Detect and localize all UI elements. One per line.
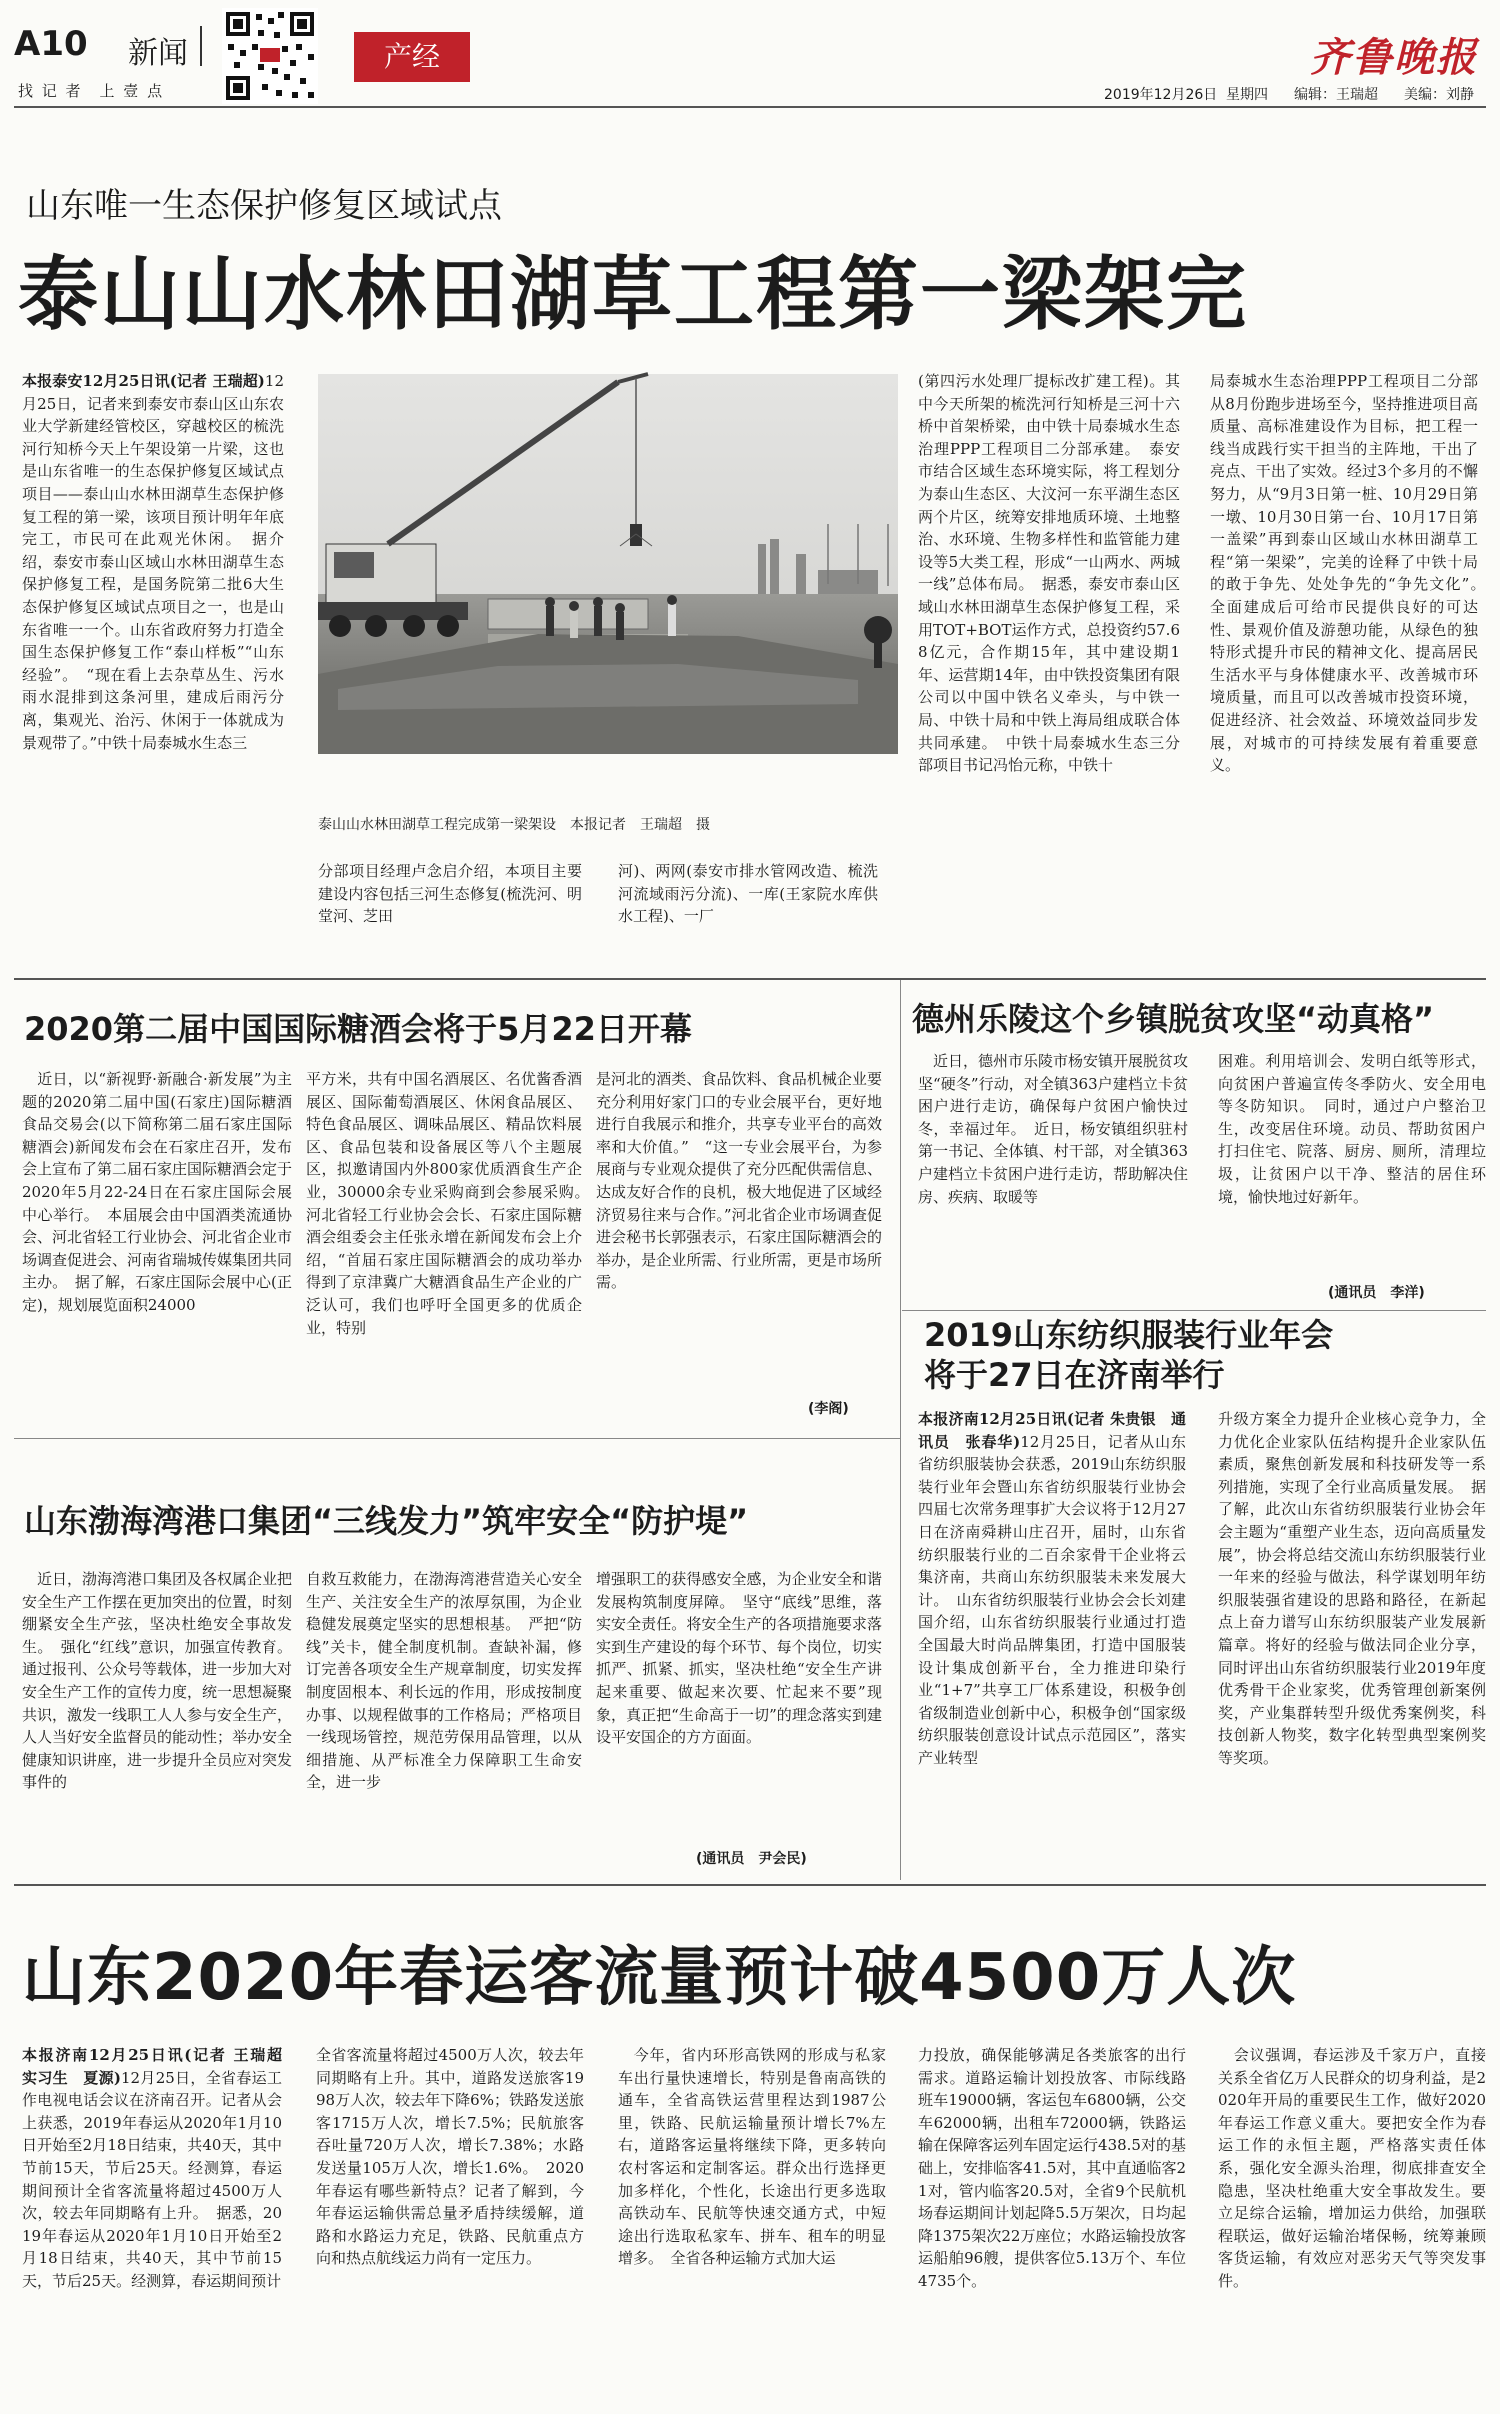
story2-column-1: 近日，以“新视野·新融合·新发展”为主题的2020第二届中国(石家庄)国际糖酒食品交易会(以下简称第二届石家庄国际糖酒会)新闻发布会在石家庄召开，发布会上宣布了第二届石家庄国际糖酒会定于2020年5月22-24日在石家庄国际会展中心举行。 本届展会由中国酒类流通协会、河北省轻工行业协会、河北省企业市场调查促进会、河南省瑞城传媒集团共同主办。 据了解，石家庄国际会展中心(正定)，规划展览面积24000	[22, 1070, 293, 1314]
story3-column-2: 困难。利用培训会、发明白纸等形式，向贫困户普遍宣传冬季防火、安全用电等冬防知识。 同时，通过户户整治卫生，改变居住环境。动员、帮助贫困户打扫住宅、院落、厨房、厕所，清理垃圾，让贫困户以干净、整洁的居住环境，愉快地过好新年。	[1218, 1052, 1486, 1206]
editor-credit: 编辑：王瑞超	[1294, 87, 1378, 103]
story6-column-4: 力投放，确保能够满足各类旅客的出行需求。道路运输计划投放客、市际线路班车19000辆，客运包车6800辆，公交车62000辆，出租车72000辆，铁路运输在保障客运列车固定运行438.5对的基础上，安排临客41.5对，其中直通临客21对，管内临客20.5对，全省9个民航机场春运期间计划起降5.5万架次，日均起降1375架次22万座位；水路运输投放客运船舶96艘，提供客位5.13万个、车位4735个。	[918, 2046, 1186, 2290]
section-tag: 产经	[354, 32, 470, 82]
story1-column-5: 局泰城水生态治理PPP工程项目二分部从8月份跑步进场至今，坚持推进项目高质量、高标准建设作为目标，把工程一线当成践行实干担当的主阵地，干出了亮点、干出了实效。经过3个多月的不懈努力，从“9月3日第一桩、10月29日第一墩、10月30日第一台、10月17日第一盖梁”再到泰山区域山水林田湖草工程“第一架梁”，完美的诠释了中铁十局的敢于争先、处处争先的“争先文化”。 全面建成后可给市民提供良好的可达性、景观价值及游憩功能，从绿色的独特形式提升市民的精神文化、提高居民生活水平与身体健康水平、改善城市环境质量，而且可以改善城市投资环境，促进经济、社会效益、环境效益同步发展，对城市的可持续发展有着重要意义。	[1210, 372, 1494, 775]
story5-column-2: 自救互救能力，在渤海湾港营造关心安全生产、关注安全生产的浓厚氛围，为企业稳健发展奠定坚实的思想根基。 严把“防线”关卡，健全制度机制。查缺补漏，修订完善各项安全生产规章制度，切实发挥制度固根本、利长远的作用，形成按制度办事、以规程做事的工作格局；严格项目一线现场管控，规范劳保用品管理，以从细措施、从严标准全力保障职工生命安全，进一步	[306, 1570, 582, 1792]
story1-photo[interactable]	[318, 374, 898, 754]
qr-code-image	[222, 8, 318, 104]
story6-column-2: 全省客流量将超过4500万人次，较去年同期略有上升。其中，道路发送旅客1998万人次，较去年下降6%；铁路发送旅客1715万人次，增长7.5%；民航旅客吞吐量720万人次，增长7.38%；水路发送量105万人次，增长1.6%。 2020年春运有哪些新特点？记者了解到，今年春运运输供需总量矛盾持续缓解，道路和水路运力充足，铁路、民航重点方向和热点航线运力尚有一定压力。	[316, 2046, 584, 2268]
story1-column-3: 河)、两网(泰安市排水管网改造、梳洗河流域雨污分流)、一库(王家院水库供水工程)、一厂	[618, 862, 878, 926]
story6-column-3: 今年，省内环形高铁网的形成与私家车出行量快速增长，特别是鲁南高铁的通车，全省高铁运营里程达到1987公里，铁路、民航运输量预计增长7%左右，道路客运量将继续下降，更多转向农村客运和定制客运。群众出行选择更加多样化，个性化，长途出行更多选取高铁动车、民航等快速交通方式，中短途出行选取私家车、拼车、租车的明显增多。 全省各种运输方式加大运	[618, 2046, 886, 2268]
header-rule	[14, 106, 1486, 108]
story1-column-1	[22, 370, 284, 970]
qr-code[interactable]	[222, 8, 318, 104]
story6-column-5: 会议强调，春运涉及千家万户，直接关系全省亿万人民群众的切身利益，是2020年开局的重要民生工作，做好2020年春运工作意义重大。要把安全作为春运工作的永恒主题，严格落实责任体系，强化安全源头治理，彻底排查安全隐患，坚决杜绝重大安全事故发生。要立足综合运输，增加运力供给，加强联程联运，做好运输治堵保畅，统筹兼顾客货运输，有效应对恶劣天气等突发事件。	[1218, 2046, 1486, 2290]
story2-column-2: 平方米，共有中国名酒展区、名优酱香酒展区、国际葡萄酒展区、休闲食品展区、特色食品展区、调味品展区、精品饮料展区、食品包装和设备展区等八个主题展区，拟邀请国内外800家优质酒食生产企业，30000余专业采购商到会参展采购。 河北省轻工行业协会会长、石家庄国际糖酒会组委会主任张永增在新闻发布会上介绍，“首届石家庄国际糖酒会的成功举办得到了京津冀广大糖酒食品生产企业的广泛认可，我们也呼吁全国更多的优质企业，特别	[306, 1070, 598, 1337]
issue-weekday: 星期四	[1226, 87, 1268, 103]
story6-lead: 本报济南12月25日讯(记者 王瑞超 实习生 夏源)	[22, 2046, 298, 2087]
story1-lead: 本报泰安12月25日讯(记者 王瑞超)	[22, 372, 265, 390]
story1-kicker: 山东唯一生态保护修复区域试点	[26, 186, 502, 226]
story4-headline-line2: 将于27日在济南举行	[924, 1356, 1225, 1394]
story1-bottom-rule	[14, 978, 1486, 980]
issue-date: 2019年12月26日	[1104, 87, 1218, 103]
story2-bottom-rule	[14, 1438, 900, 1439]
column-divider-right	[900, 980, 901, 1880]
story5-column-1: 近日，渤海湾港口集团及各权属企业把安全生产工作摆在更加突出的位置，时刻绷紧安全生产弦，坚决杜绝安全事故发生。 强化“红线”意识，加强宣传教育。通过报刊、公众号等载体，进一步加大对安全生产工作的宣传力度，统一思想凝聚共识，激发一线职工人人参与安全生产，人人当好安全监督员的能动性；举办安全健康知识讲座，进一步提升全员应对突发事件的	[22, 1570, 293, 1792]
story6-column-1	[22, 2044, 298, 2404]
story6-headline: 山东2020年春运客流量预计破4500万人次	[22, 1941, 1297, 2015]
story3-headline: 德州乐陵这个乡镇脱贫攻坚“动真格”	[912, 1000, 1435, 1038]
story1-col1-body: 12月25日，记者来到泰安市泰山区山东农业大学新建经管校区，穿越校区的梳洗河行知桥今天上午架设第一片梁，这也是山东省唯一的生态保护修复区域试点项目——泰山山水林田湖草生态保护修复工程的第一梁，该项目预计明年年底完工，市民可在此观光休闲。 据介绍，泰安市泰山区域山水林田湖草生态保护修复工程，是国务院第二批6大生态保护修复区域试点项目之一，也是山东省唯一一个。山东省政府努力打造全国生态保护修复工作“泰山样板”“山东经验”。 “现在看上去杂草丛生、污水雨水混排到这条河里，建成后雨污分离，集观光、治污、休闲于一体就成为景观带了。”中铁十局泰城水生态三	[22, 372, 284, 752]
story1-photo-caption: 泰山山水林田湖草工程完成第一梁架设 本报记者 王瑞超 摄	[318, 817, 710, 833]
story4-column-1	[918, 1408, 1186, 1878]
page-number: A10	[14, 24, 88, 64]
art-editor-credit: 美编：刘静	[1404, 87, 1474, 103]
story5-column-3: 增强职工的获得感安全感，为企业安全和谐发展构筑制度屏障。 坚守“底线”思维，落实安全责任。将安全生产的各项措施要求落实到生产建设的每个环节、每个岗位，切实抓严、抓紧、抓实，坚决杜绝“安全生产讲起来重要、做起来次要、忙起来不要”现象，真正把“生命高于一切”的理念落实到建设平安国企的方方面面。	[596, 1570, 882, 1747]
story2-credit: (李阁)	[808, 1401, 849, 1417]
story4-column-2: 升级方案全力提升企业核心竞争力，全力优化企业家队伍结构提升企业家队伍素质，聚焦创新发展和科技研发等一系列措施，实现了全行业高质量发展。 据了解，此次山东省纺织服装行业协会年会主题为“重塑产业生态，迈向高质量发展”，协会将总结交流山东纺织服装行业一年来的经验与做法，科学谋划明年纺织服装强省建设的思路和路径，在新起点上奋力谱写山东纺织服装产业发展新篇章。将好的经验与做法同企业分享，同时评出山东省纺织服装行业2019年度优秀骨干企业家奖，优秀管理创新案例奖，产业集群转型升级优秀案例奖，科技创新人物奖，数字化转型典型案例奖等奖项。	[1218, 1410, 1486, 1767]
story4-lead: 本报济南12月25日讯(记者 朱贵银 通讯员 张春华)	[918, 1410, 1186, 1451]
header-divider	[200, 26, 202, 66]
story2-column-3: 是河北的酒类、食品饮料、食品机械企业要充分利用好家门口的专业会展平台，更好地进行自我展示和推介，共享专业平台的高效率和大价值。” “这一专业会展平台，为参展商与专业观众提供了充分匹配供需信息、达成友好合作的良机，极大地促进了区域经济贸易往来与合作。”河北省企业市场调查促进会秘书长郭强表示，石家庄国际糖酒会的举办，是企业所需、行业所需，更是市场所需。	[596, 1070, 882, 1292]
story1-headline: 泰山山水林田湖草工程第一梁架完	[18, 248, 1248, 341]
newspaper-logo: 齐鲁晚报	[1310, 34, 1478, 81]
story3-credit: (通讯员 李洋)	[1328, 1285, 1425, 1301]
story4-headline-line1: 2019山东纺织服装行业年会	[924, 1316, 1334, 1354]
story1-column-4: (第四污水处理厂提标改扩建工程)。其中今天所架的梳洗河行知桥是三河十六桥中首架桥梁，由中铁十局泰城水生态治理PPP工程项目二分部承建。 泰安市结合区域生态环境实际，将工程划分为泰山生态区、大汶河一东平湖生态区两个片区，统筹安排地质环境、土地整治、水环境、生物多样性和监管能力建设等5大类工程，形成“一山两水、两城一线”总体布局。 据悉，泰安市泰山区域山水林田湖草生态保护修复工程，采用TOT+BOT运作方式，总投资约57.68亿元，合作期15年，其中建设期1年、运营期14年，由中铁投资集团有限公司以中国中铁名义牵头，与中铁一局、中铁十局和中铁上海局组成联合体共同承建。 中铁十局泰城水生态三分部项目书记冯怡元称，中铁十	[918, 372, 1180, 775]
story3-column-1: 近日，德州市乐陵市杨安镇开展脱贫攻坚“硬冬”行动，对全镇363户建档立卡贫困户进行走访，确保每户贫困户愉快过冬，幸福过年。 近日，杨安镇组织驻村第一书记、全体镇、村干部，对全镇363户建档立卡贫困户进行走访，帮助解决住房、疾病、取暖等	[918, 1052, 1189, 1206]
story5-headline: 山东渤海湾港口集团“三线发力”筑牢安全“防护堤”	[24, 1502, 749, 1540]
hotline-text: 找 记 者 上 壹 点	[18, 82, 165, 100]
story5-credit: (通讯员 尹会民)	[696, 1851, 807, 1867]
story2-headline: 2020第二届中国国际糖酒会将于5月22日开幕	[24, 1010, 692, 1048]
story1-column-2: 分部项目经理卢念启介绍，本项目主要建设内容包括三河生态修复(梳洗河、明堂河、芝田	[318, 862, 582, 926]
story5-bottom-rule	[14, 1884, 1486, 1886]
story6-col1-body: 12月25日，全省春运工作电视电话会议在济南召开。记者从会上获悉，2019年春运从2020年1月10日开始至2月18日结束，共40天，其中节前15天，节后25天。经测算，春运期间预计全省客流量将超过4500万人次，较去年同期略有上升。 据悉，2019年春运从2020年1月10日开始至2月18日结束，共40天，其中节前15天，节后25天。经测算，春运期间预计	[22, 2068, 282, 2290]
construction-photo	[318, 374, 898, 754]
section-name: 新闻	[128, 36, 188, 71]
story4-col1-body: 12月25日，记者从山东省纺织服装协会获悉，2019山东纺织服装行业年会暨山东省纺织服装行业协会四届七次常务理事扩大会议将于12月27日在济南舜耕山庄召开，届时，山东省纺织服装行业的二百余家骨干企业将云集济南，共商山东纺织服装未来发展大计。 山东省纺织服装行业协会会长刘建国介绍，山东省纺织服装行业通过打造全国最大时尚品牌集团，打造中国服装设计集成创新平台，全力推进印染行业“1+7”共享工厂体系建设，积极争创省级制造业创新中心，积极争创“国家级纺织服装创意设计试点示范园区”，落实产业转型	[918, 1432, 1186, 1767]
